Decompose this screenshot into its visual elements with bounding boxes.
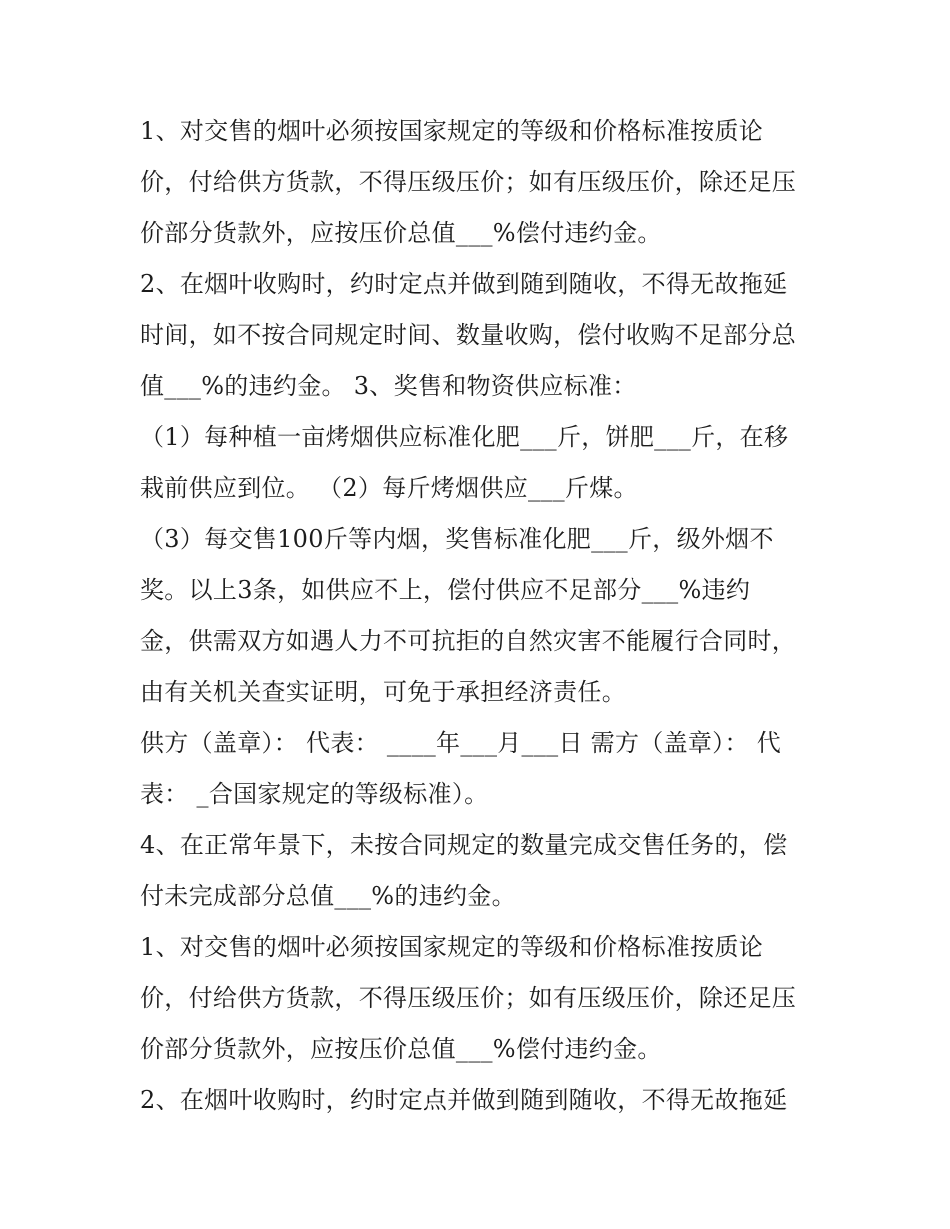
signature-line: 供方（盖章）： 代表： ____年___月___日 需方（盖章）： 代 <box>140 729 782 757</box>
text-line: 价部分货款外，应按压价总值___%偿付违约金。 <box>140 1035 662 1063</box>
text-line: 付未完成部分总值___%的违约金。 <box>140 882 516 910</box>
text-line: 由有关机关查实证明，可免于承担经济责任。 <box>140 678 626 706</box>
text-line: 4、在正常年景下，未按合同规定的数量完成交售任务的，偿 <box>140 831 788 859</box>
text-line: 值___%的违约金。 3、奖售和物资供应标准： <box>140 372 637 400</box>
text-line: 2、在烟叶收购时，约时定点并做到随到随收，不得无故拖延 <box>140 270 788 298</box>
text-line: 表： _合国家规定的等级标准）。 <box>140 780 489 808</box>
text-line: 价部分货款外，应按压价总值___%偿付违约金。 <box>140 219 662 247</box>
text-line: 价，付给供方货款，不得压级压价；如有压级压价，除还足压 <box>140 168 797 196</box>
text-line: 金，供需双方如遇人力不可抗拒的自然灾害不能履行合同时， <box>140 627 797 655</box>
text-line: 1、对交售的烟叶必须按国家规定的等级和价格标准按质论 <box>140 933 764 961</box>
text-line: （1）每种植一亩烤烟供应标准化肥___斤，饼肥___斤，在移 <box>140 423 789 451</box>
text-line: 价，付给供方货款，不得压级压价；如有压级压价，除还足压 <box>140 984 797 1012</box>
text-line: 奖。以上3条，如供应不上，偿付供应不足部分___%违约 <box>140 576 751 604</box>
text-line: 栽前供应到位。 （2）每斤烤烟供应___斤煤。 <box>140 474 638 502</box>
contract-text-body <box>140 106 820 1126</box>
text-line: 1、对交售的烟叶必须按国家规定的等级和价格标准按质论 <box>140 117 764 145</box>
text-line: 2、在烟叶收购时，约时定点并做到随到随收，不得无故拖延 <box>140 1086 788 1114</box>
text-line: （3）每交售100斤等内烟，奖售标准化肥___斤，级外烟不 <box>140 525 774 553</box>
text-line: 时间，如不按合同规定时间、数量收购，偿付收购不足部分总 <box>140 321 797 349</box>
